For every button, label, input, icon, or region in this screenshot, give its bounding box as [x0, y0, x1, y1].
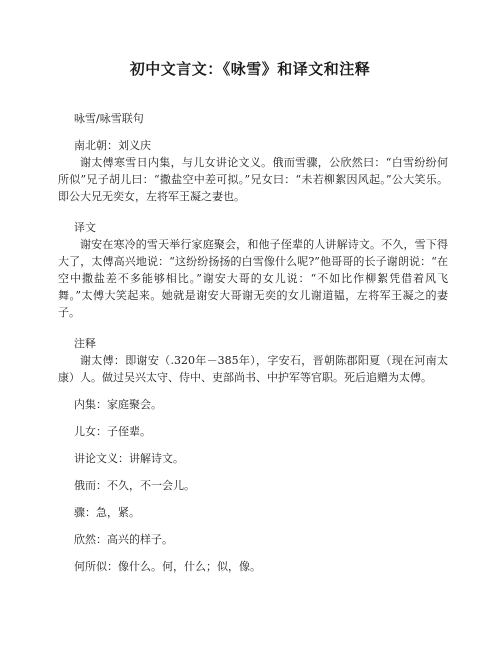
original-text: 谢太傅寒雪日内集，与儿女讲论文义。俄而雪骤，公欣然曰：“白雪纷纷何所似”兄子胡儿曰：“撒盐空中差可拟。”兄女曰：“未若柳絮因风起。”公大笑乐。即公大兄无奕女，左将军王凝之妻也。 [58, 156, 448, 203]
note-item: 何所似：像什么。何，什么；似，像。 [74, 560, 261, 573]
note-item: 谢太傅：即谢安（.320年－385年），字安石，晋朝陈郡阳夏（现在河南太康）人。做过吴兴太守、侍中、吏部尚书、中护军等官职。死后追赠为太傅。 [58, 354, 448, 384]
poem-title: 咏雪/咏雪联句 [74, 112, 144, 125]
author-line: 南北朝：刘义庆 [74, 139, 151, 152]
note-item: 骤：急，紧。 [74, 506, 140, 519]
translation-heading: 译文 [74, 221, 96, 234]
note-item: 儿女：子侄辈。 [74, 425, 151, 438]
note-item: 讲论文义：讲解诗文。 [74, 452, 184, 465]
page-title: 初中文言文：《咏雪》和译文和注释 [129, 60, 371, 78]
note-item: 内集：家庭聚会。 [74, 398, 162, 411]
note-item: 欣然：高兴的样子。 [74, 533, 173, 546]
note-item: 俄而：不久，不一会儿。 [74, 479, 195, 492]
translation-text: 谢安在寒冷的雪天举行家庭聚会，和他子侄辈的人讲解诗文。不久，雪下得大了，太傅高兴地说：“这纷纷扬扬的白雪像什么呢?”他哥哥的长子谢朗说：“在空中撒盐差不多能够相比。”谢安大哥的女儿说：“不如比作柳絮凭借着风飞舞。”太傅大笑起来。她就是谢安大哥谢无奕的女儿谢道韫，左将军王凝之的妻子。 [58, 238, 448, 319]
document-body [58, 110, 448, 575]
notes-heading: 注释 [74, 337, 96, 350]
